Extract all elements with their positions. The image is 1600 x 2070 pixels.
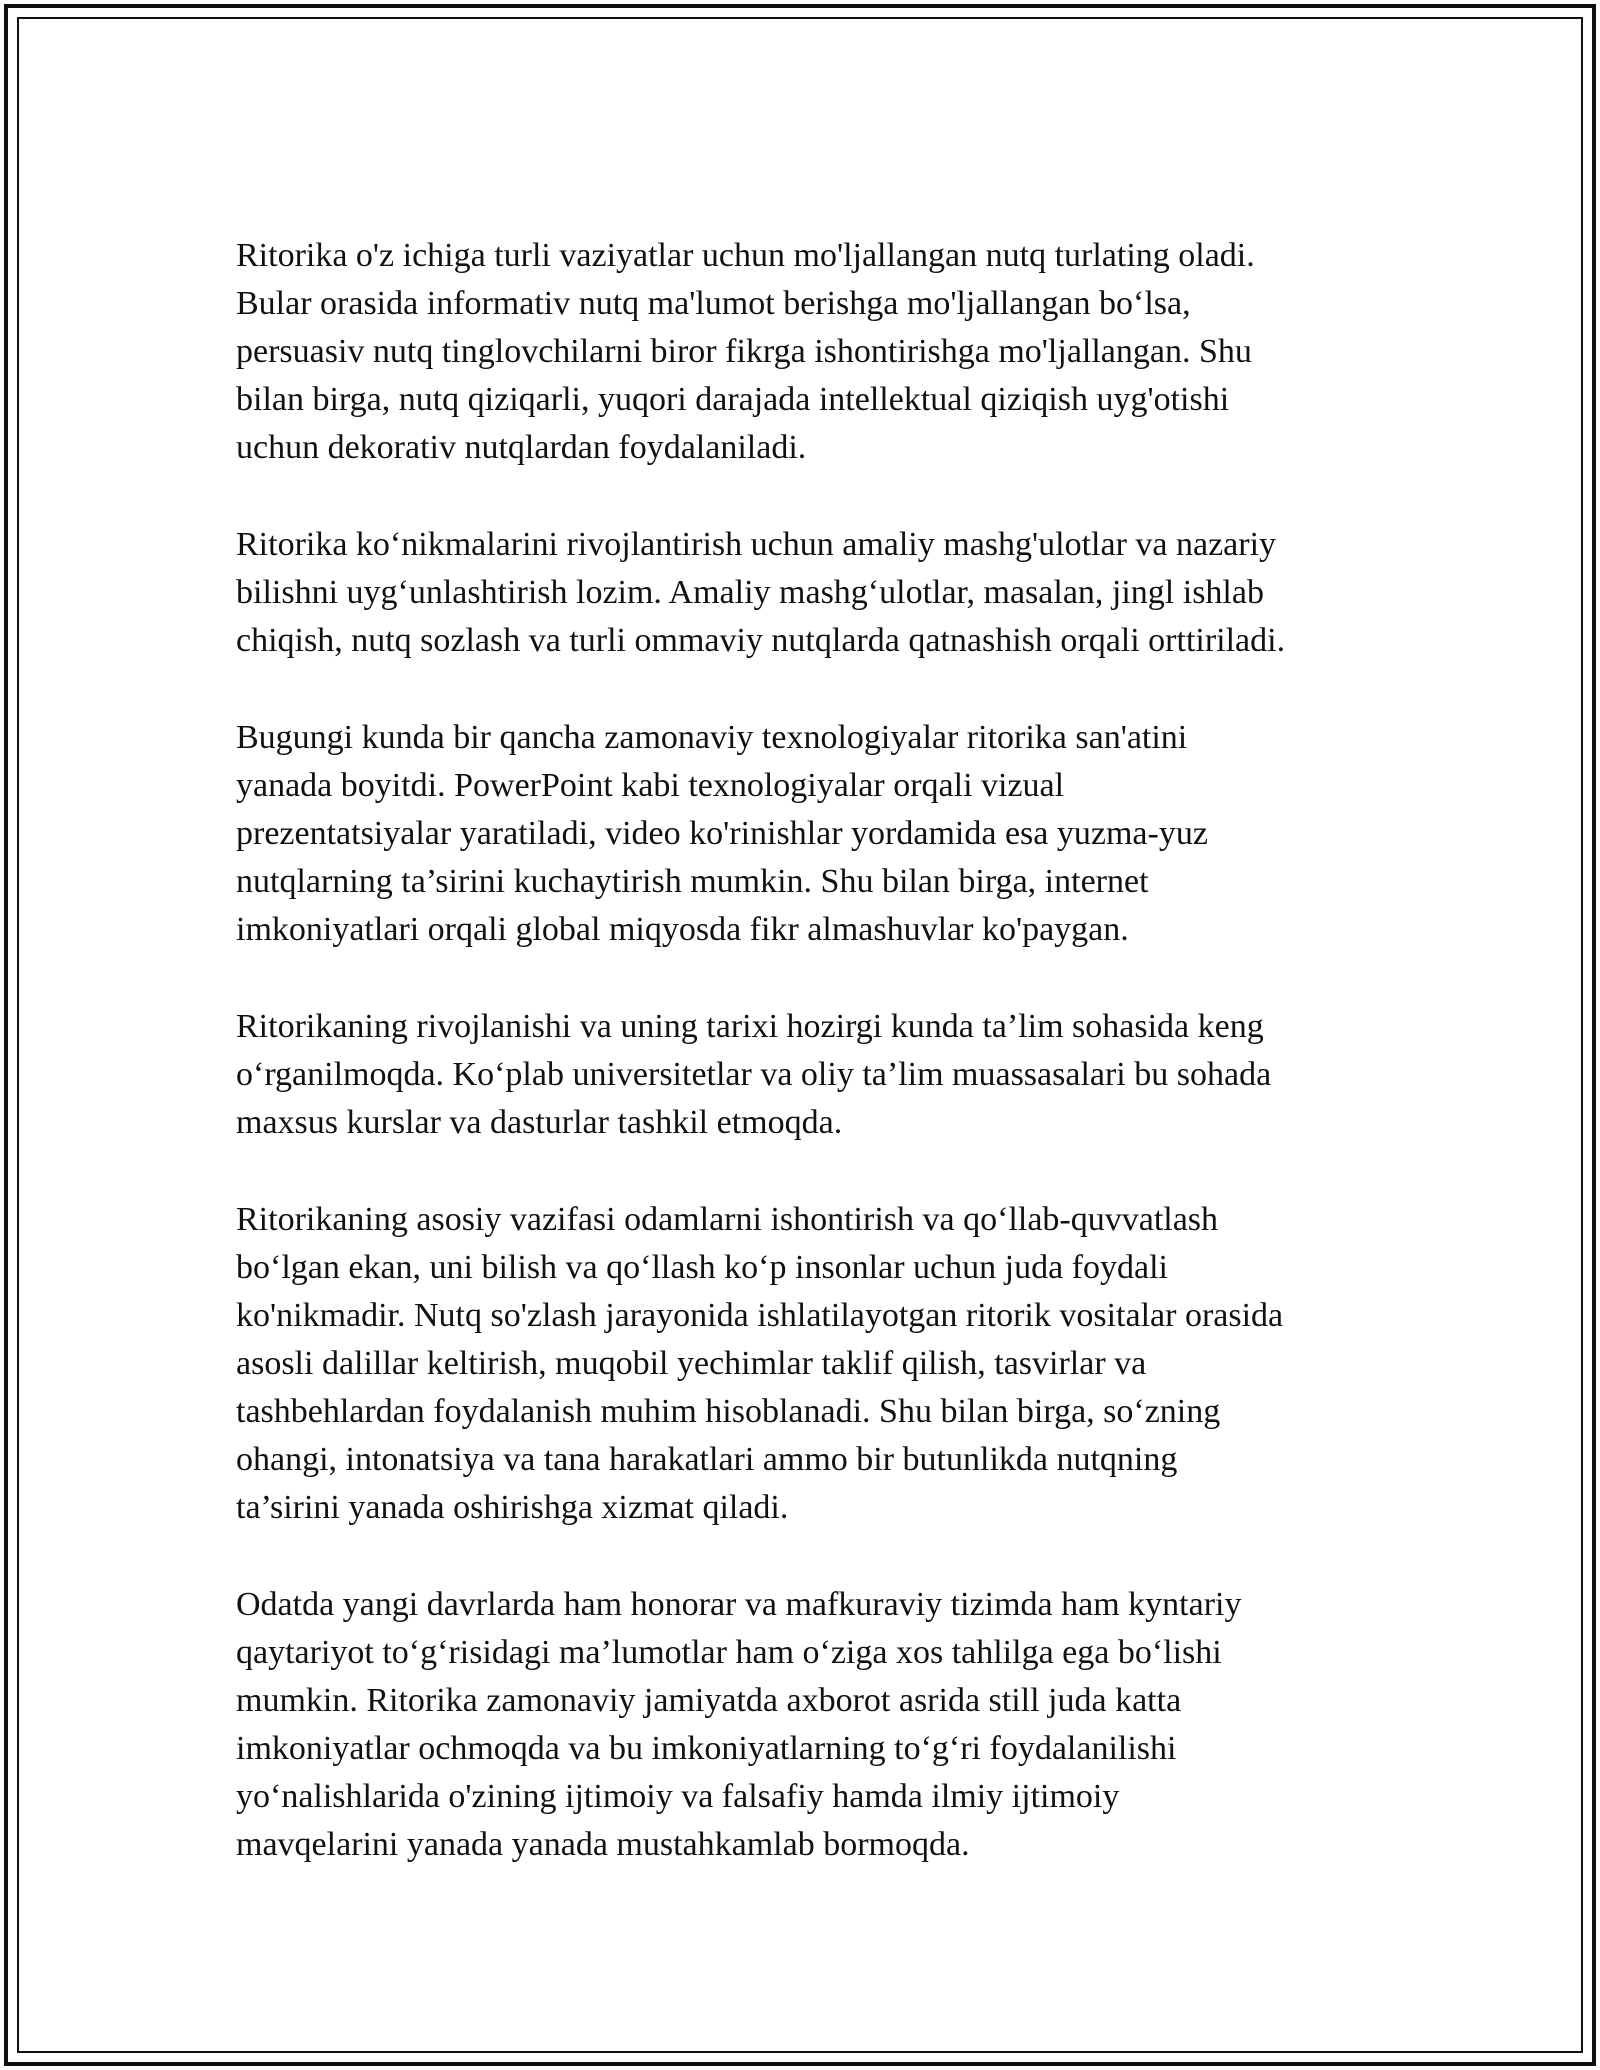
paragraph-5: Ritorikaning asosiy vazifasi odamlarni ishontirish va qo‘llab-quvvatlash bo‘lgan ekan, uni bilish va qo‘llash ko‘p insonlar uchun juda foydali ko'nikmadir. Nutq so'zlash jarayonida ishlatilayotgan ritorik vositalar orasida asosli dalillar keltirish, muqobil yechimlar taklif qilish, tasvirlar va tashbehlardan foydalanish muhim hisoblanadi. Shu bilan birga, so‘zning ohangi, intonatsiya va tana harakatlari ammo bir butunlikda nutqning ta’sirini yanada oshirishga xizmat qiladi. (236, 1201, 1284, 1526)
document-body (236, 232, 1376, 1869)
paragraph-1: Ritorika o'z ichiga turli vaziyatlar uchun mo'ljallangan nutq turlating oladi. Bular orasida informativ nutq ma'lumot berishga mo'ljallangan bo‘lsa, persuasiv nutq tinglovchilarni biror fikrga ishontirishga mo'ljallangan. Shu bilan birga, nutq qiziqarli, yuqori darajada intellektual qiziqish uyg'otishi uchun dekorativ nutqlardan foydalaniladi. (236, 237, 1255, 466)
paragraph-6: Odatda yangi davrlarda ham honorar va mafkuraviy tizimda ham kyntariy qaytariyot to‘g‘risidagi ma’lumotlar ham o‘ziga xos tahlilga ega bo‘lishi mumkin. Ritorika zamonaviy jamiyatda axborot asrida still juda katta imkoniyatlar ochmoqda va bu imkoniyatlarning to‘g‘ri foydalanilishi yo‘nalishlarida o'zining ijtimoiy va falsafiy hamda ilmiy ijtimoiy mavqelarini yanada yanada mustahkamlab bormoqda. (236, 1586, 1242, 1863)
paragraph-4: Ritorikaning rivojlanishi va uning tarixi hozirgi kunda ta’lim sohasida keng o‘rganilmoqda. Ko‘plab universitetlar va oliy ta’lim muassasalari bu sohada maxsus kurslar va dasturlar tashkil etmoqda. (236, 1008, 1272, 1141)
paragraph-3: Bugungi kunda bir qancha zamonaviy texnologiyalar ritorika san'atini yanada boyitdi. PowerPoint kabi texnologiyalar orqali vizual prezentatsiyalar yaratiladi, video ko'rinishlar yordamida esa yuzma-yuz nutqlarning ta’sirini kuchaytirish mumkin. Shu bilan birga, internet imkoniyatlari orqali global miqyosda fikr almashuvlar ko'paygan. (236, 719, 1208, 948)
paragraph-2: Ritorika ko‘nikmalarini rivojlantirish uchun amaliy mashg'ulotlar va nazariy bilishni uyg‘unlashtirish lozim. Amaliy mashg‘ulotlar, masalan, jingl ishlab chiqish, nutq sozlash va turli ommaviy nutqlarda qatnashish orqali orttiriladi. (236, 526, 1286, 659)
